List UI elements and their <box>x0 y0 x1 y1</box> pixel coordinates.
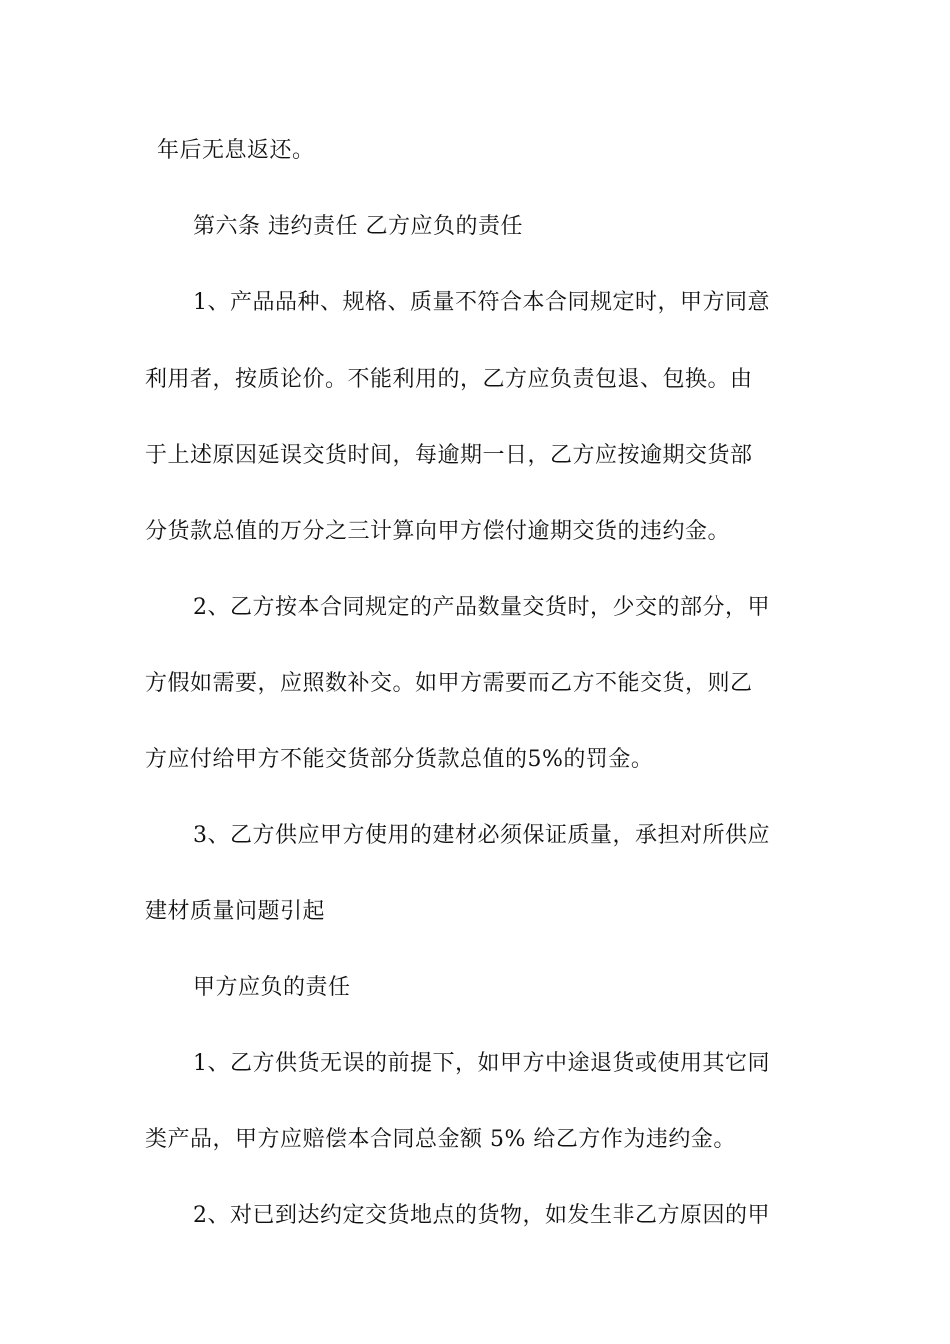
text-line-3: 1、产品品种、规格、质量不符合本合同规定时，甲方同意 <box>193 290 770 315</box>
text-line-6: 分货款总值的万分之三计算向甲方偿付逾期交货的违约金。 <box>145 519 731 544</box>
text-line-11: 建材质量问题引起 <box>145 899 326 924</box>
text-line-8: 方假如需要，应照数补交。如甲方需要而乙方不能交货，则乙 <box>145 671 753 696</box>
text-line-15: 2、对已到达约定交货地点的货物，如发生非乙方原因的甲 <box>193 1203 770 1228</box>
subheading: 甲方应负的责任 <box>193 975 351 1000</box>
text-line-14: 类产品，甲方应赔偿本合同总金额 5% 给乙方作为违约金。 <box>145 1127 736 1152</box>
text-line-4: 利用者，按质论价。不能利用的，乙方应负责包退、包换。由 <box>145 367 753 392</box>
text-line-13: 1、乙方供货无误的前提下，如甲方中途退货或使用其它同 <box>193 1051 770 1076</box>
text-line-10: 3、乙方供应甲方使用的建材必须保证质量，承担对所供应 <box>193 823 770 848</box>
section-heading: 第六条 违约责任 乙方应负的责任 <box>193 214 523 239</box>
text-line-7: 2、乙方按本合同规定的产品数量交货时，少交的部分，甲 <box>193 595 770 620</box>
text-line-5: 于上述原因延误交货时间，每逾期一日，乙方应按逾期交货部 <box>145 443 753 468</box>
text-line-1: 年后无息返还。 <box>157 138 315 163</box>
text-line-9: 方应付给甲方不能交货部分货款总值的5%的罚金。 <box>145 747 654 772</box>
